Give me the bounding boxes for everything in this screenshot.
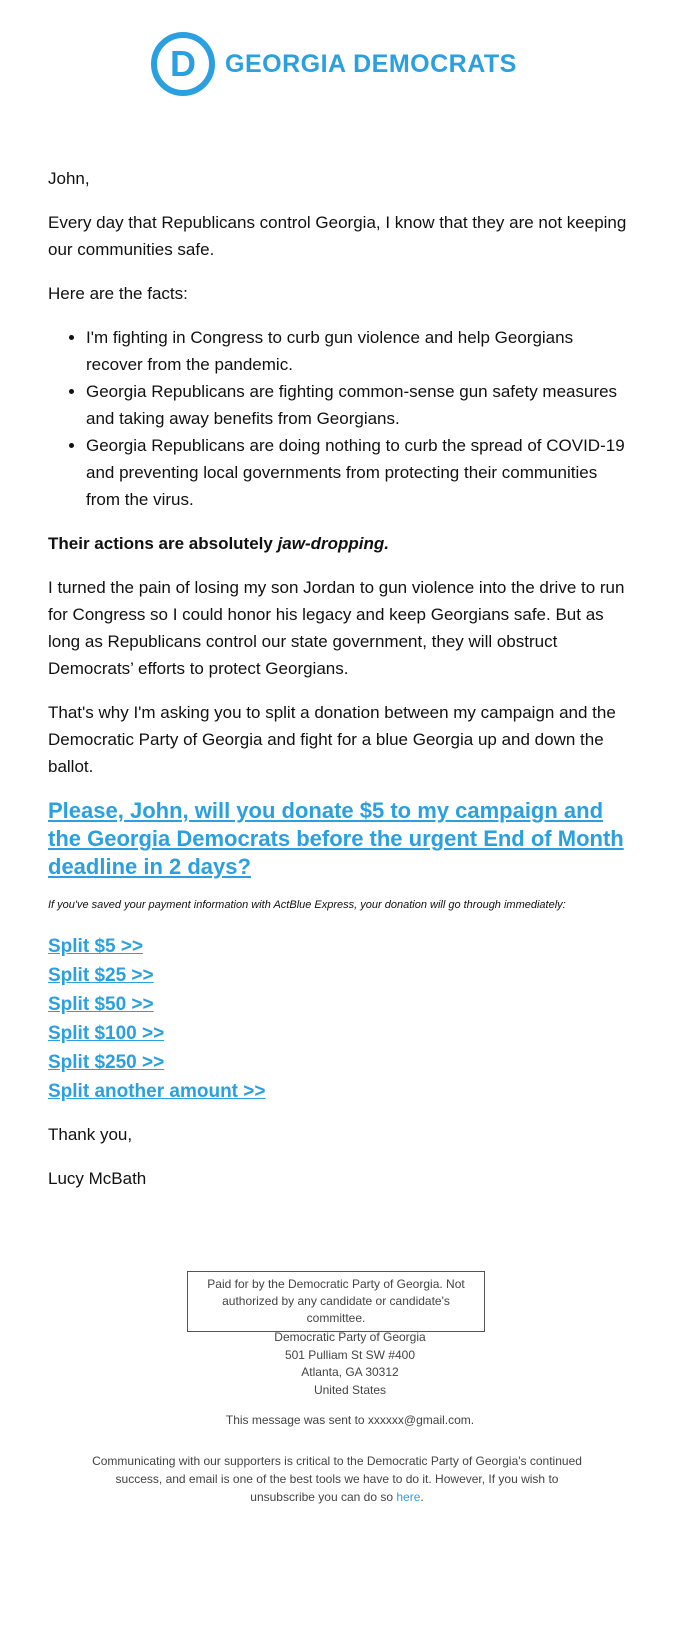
list-item: • I'm fighting in Congress to curb gun violence and help Georgians recover from the pandemic. (86, 324, 628, 378)
sent-prefix: This message was sent to (225, 1413, 368, 1427)
logo-text: GEORGIA DEMOCRATS (225, 49, 517, 78)
actblue-express-note: If you've saved your payment information with ActBlue Express, your donation will go through immediately: (48, 899, 566, 911)
split-100-link[interactable]: Split $100 >> (48, 1023, 165, 1044)
split-25-link[interactable]: Split $25 >> (48, 965, 154, 986)
mailing-address (150, 1329, 550, 1399)
unsubscribe-notice (92, 1452, 582, 1506)
donate-links (48, 932, 628, 1106)
email-body (48, 165, 628, 1209)
ask-paragraph: That's why I'm asking you to split a donation between my campaign and the Democratic Party of Georgia and fight for a blue Georgia up and down the ballot. (48, 703, 616, 776)
sent-to-notice (150, 1412, 550, 1429)
emphasis-line (48, 530, 628, 557)
story-paragraph: I turned the pain of losing my son Jordan to gun violence into the drive to run for Congress so I could honor his legacy and keep Georgians safe. But as long as Republicans control our state government, they will obstruct Democrats’ efforts to protect Georgians. (48, 578, 625, 678)
split-5-link[interactable]: Split $5 >> (48, 936, 144, 957)
unsubscribe-link[interactable]: here (396, 1490, 421, 1504)
emphasis-prefix: Their actions are absolutely (48, 534, 278, 553)
facts-heading: Here are the facts: (48, 284, 188, 303)
unsubscribe-text: Communicating with our supporters is critical to the Democratic Party of Georgia's continued success, and email is one of the best tools we have to do it. However, If you wish to unsubscribe you can do so (92, 1454, 582, 1504)
logo-letter: D (170, 43, 196, 84)
split-250-link[interactable]: Split $250 >> (48, 1052, 165, 1073)
recipient-email: xxxxxx@gmail.com (367, 1413, 471, 1427)
sent-suffix: . (470, 1413, 475, 1427)
democrat-d-icon (151, 32, 215, 96)
signature: Lucy McBath (48, 1169, 147, 1188)
greeting: John, (48, 169, 90, 188)
address-line: Atlanta, GA 30312 (301, 1365, 399, 1379)
paid-for-disclaimer: Paid for by the Democratic Party of Georgia. Not authorized by any candidate or candidate's committee. (187, 1271, 485, 1332)
list-item: • Georgia Republicans are doing nothing to curb the spread of COVID-19 and preventing local governments from protecting their communities from the virus. (86, 432, 628, 513)
address-line: United States (313, 1382, 387, 1397)
donate-ask-link[interactable]: Please, John, will you donate $5 to my campaign and the Georgia Democrats before the urgent End of Month deadline in 2 days? (48, 798, 624, 879)
address-line: Democratic Party of Georgia (274, 1330, 426, 1344)
split-other-amount-link[interactable]: Split another amount >> (48, 1081, 266, 1102)
emphasis-word: jaw-dropping. (277, 534, 390, 553)
list-item: • Georgia Republicans are fighting common-sense gun safety measures and taking away benefits from Georgians. (86, 378, 628, 432)
closing: Thank you, (48, 1125, 133, 1144)
split-50-link[interactable]: Split $50 >> (48, 994, 154, 1015)
intro-paragraph: Every day that Republicans control Georgia, I know that they are not keeping our communities safe. (48, 213, 627, 259)
unsubscribe-suffix: . (420, 1490, 424, 1504)
address-line: 501 Pulliam St SW #400 (284, 1347, 416, 1362)
georgia-democrats-logo[interactable] (151, 32, 517, 96)
facts-list (48, 324, 628, 513)
